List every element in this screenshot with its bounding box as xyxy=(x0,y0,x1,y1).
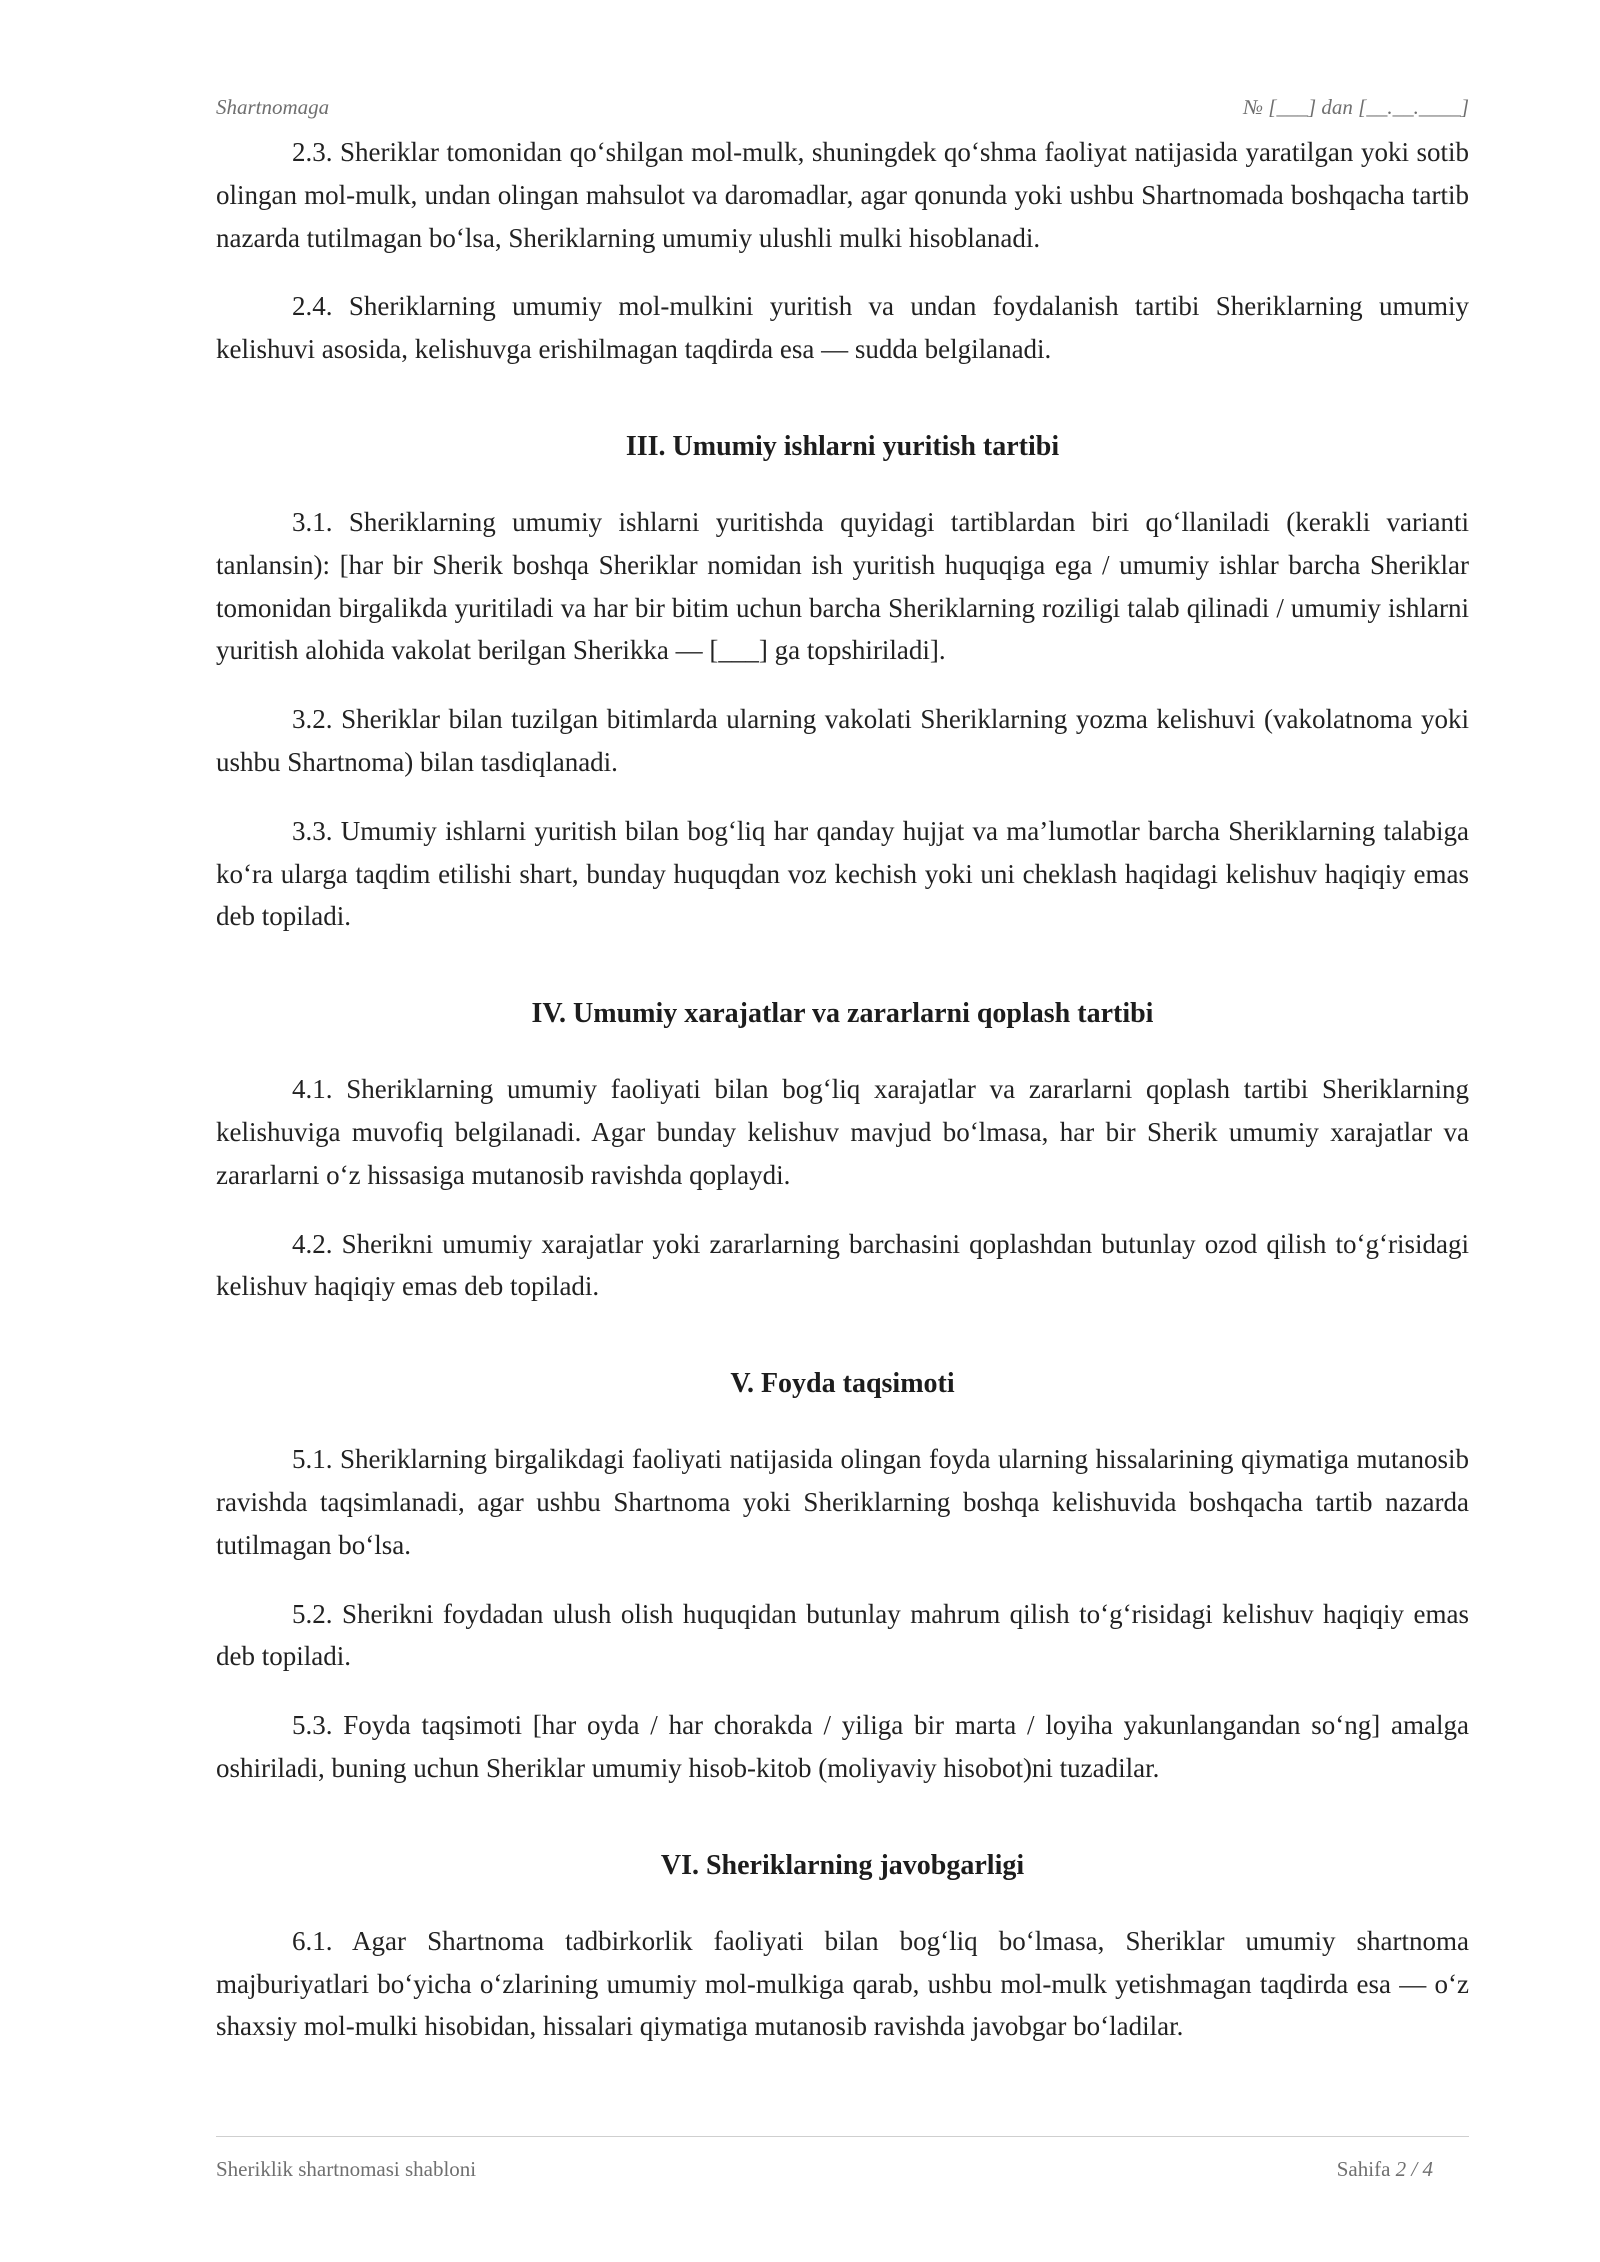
clause-2-4: 2.4. Sheriklarning umumiy mol-mulkini yuritish va undan foydalanish tartibi Sheriklarning umumiy kelishuvi asosida, kelishuvga erishilmagan taqdirda esa — sudda belgilanadi. xyxy=(216,291,1469,365)
clause-3-3: 3.3. Umumiy ishlarni yuritish bilan bog‘liq har qanday hujjat va ma’lumotlar barcha Sheriklarning talabiga ko‘ra ularga taqdim etilishi shart, bunday huquqdan voz kechish yoki uni cheklash haqidagi kelishuv haqiqiy emas deb topiladi. xyxy=(216,815,1469,932)
clause-3-2: 3.2. Sheriklar bilan tuzilgan bitimlarda ularning vakolati Sheriklarning yozma kelishuvi (vakolatnoma yoki ushbu Shartnoma) bilan tasdiqlanadi. xyxy=(216,704,1469,777)
footer-page-label: Sahifa xyxy=(1336,2157,1391,2181)
running-header xyxy=(216,95,1469,125)
page-footer xyxy=(216,2136,1469,2181)
clause-5-2: 5.2. Sherikni foydadan ulush olish huquqidan butunlay mahrum qilish to‘g‘risidagi kelishuv haqiqiy emas deb topiladi. xyxy=(216,1598,1469,1672)
clause-3-1: 3.1. Sheriklarning umumiy ishlarni yuritishda quyidagi tartiblardan biri qo‘llaniladi (kerakli varianti tanlansin): [har bir Sherik boshqa Sheriklar nomidan ish yuritish huquqiga ega / umumiy ishlar barcha Sheriklar tomonidan birgalikda yuritiladi va har bir bitim uchun barcha Sheriklarning roziligi talab qilinadi / umumiy ishlarni yuritish alohida vakolat berilgan Sherikka — [___] ga topshiriladi]. xyxy=(216,506,1469,666)
header-right-text: № [___] dan [__.__.____] xyxy=(1243,95,1469,119)
footer-page-indicator xyxy=(1337,2157,1433,2182)
clause-5-3: 5.3. Foyda taqsimoti [har oyda / har chorakda / yiliga bir marta / loyiha yakunlangandan so‘ng] amalga oshiriladi, buning uchun Sheriklar umumiy hisob-kitob (moliyaviy hisobot)ni tuzadilar. xyxy=(216,1710,1469,1783)
section-heading-5: V. Foyda taqsimoti xyxy=(730,1368,955,1400)
section-heading-4: IV. Umumiy xarajatlar va zararlarni qoplash tartibi xyxy=(531,998,1154,1030)
footer-document-title: Sheriklik shartnomasi shabloni xyxy=(216,2157,477,2181)
clause-2-3: 2.3. Sheriklar tomonidan qo‘shilgan mol-mulk, shuningdek qo‘shma faoliyat natijasida yaratilgan yoki sotib olingan mol-mulk, undan olingan mahsulot va daromadlar, agar qonunda yoki ushbu Shartnomada boshqacha tartib nazarda tutilmagan bo‘lsa, Sheriklarning umumiy ulushli mulki hisoblanadi. xyxy=(216,137,1469,253)
clause-4-2: 4.2. Sherikni umumiy xarajatlar yoki zararlarning barchasini qoplashdan butunlay ozod qilish to‘g‘risidagi kelishuv haqiqiy emas deb topiladi. xyxy=(216,1228,1469,1302)
clause-6-1: 6.1. Agar Shartnoma tadbirkorlik faoliyati bilan bog‘liq bo‘lmasa, Sheriklar umumiy shartnoma majburiyatlari bo‘yicha o‘zlarining umumiy mol-mulkiga qarab, ushbu mol-mulk yetishmagan taqdirda esa — o‘z shaxsiy mol-mulki hisobidan, hissalari qiymatiga mutanosib ravishda javobgar bo‘ladilar. xyxy=(216,1925,1469,2042)
header-left-text: Shartnomaga xyxy=(216,95,330,119)
clause-4-1: 4.1. Sheriklarning umumiy faoliyati bilan bog‘liq xarajatlar va zararlarni qoplash tartibi Sheriklarning kelishuviga muvofiq belgilanadi. Agar bunday kelishuv mavjud bo‘lmasa, har bir Sherik umumiy xarajatlar va zararlarni o‘z hissasiga mutanosib ravishda qoplaydi. xyxy=(216,1074,1469,1190)
section-heading-3: III. Umumiy ishlarni yuritish tartibi xyxy=(625,430,1060,462)
clause-5-1: 5.1. Sheriklarning birgalikdagi faoliyati natijasida olingan foyda ularning hissalarining qiymatiga mutanosib ravishda taqsimlanadi, agar ushbu Shartnoma yoki Sheriklarning boshqa kelishuvida boshqacha tartib nazarda tutilmagan bo‘lsa. xyxy=(216,1444,1469,1560)
footer-page-number: 2 / 4 xyxy=(1395,2157,1433,2181)
document-body xyxy=(216,131,1469,2074)
section-heading-6: VI. Sheriklarning javobgarligi xyxy=(660,1849,1025,1881)
